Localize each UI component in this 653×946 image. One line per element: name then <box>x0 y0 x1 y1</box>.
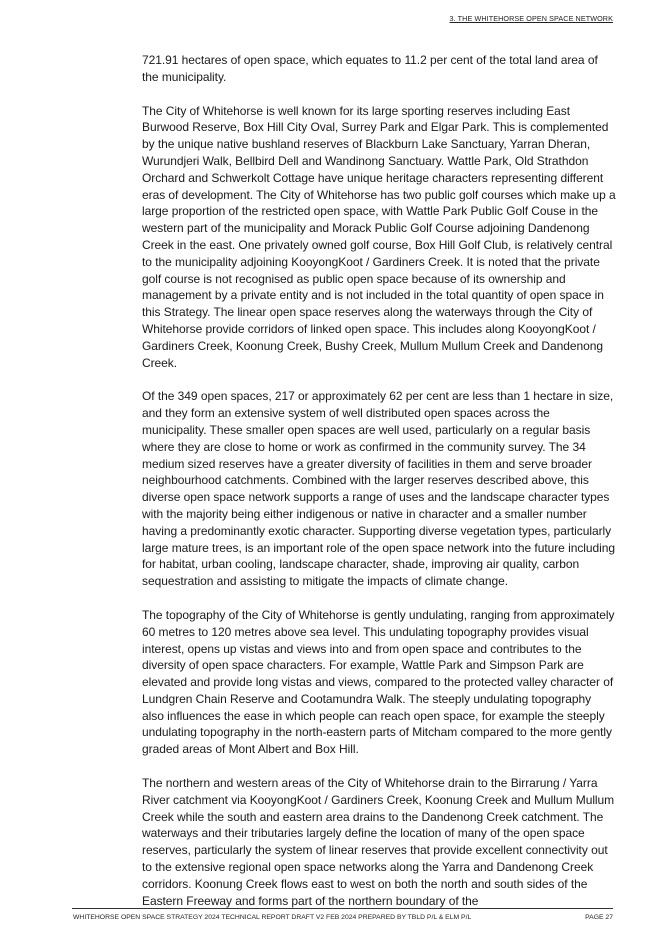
paragraph-1: 721.91 hectares of open space, which equates to 11.2 per cent of the total land area of the municipality. <box>142 53 598 84</box>
footer-divider <box>72 908 613 909</box>
paragraph-4: The topography of the City of Whitehorse is gently undulating, ranging from approximately 60 metres to 120 metres above sea level. This undulating topography provides visual interest, opens up vistas and views into and from open space and contributes to the diversity of open space characters. For example, Wattle Park and Simpson Park are elevated and provide long vistas and views, compared to the protected valley character of Lundgren Chain Reserve and Cootamundra Walk. The steeply undulating topography also influences the ease in which people can reach open space, for example the steeply undulating topography in the north-eastern parts of Mitcham compared to the more gently graded areas of Mont Albert and Box Hill. <box>142 607 615 757</box>
running-header: 3. THE WHITEHORSE OPEN SPACE NETWORK <box>449 14 613 23</box>
paragraph-2: The City of Whitehorse is well known for its large sporting reserves including East Burwood Reserve, Box Hill City Oval, Surrey Park and Elgar Park. This is complemented by the unique native bushland reserves of Blackburn Lake Sanctuary, Yarran Dheran, Wurundjeri Walk, Bellbird Dell and Wandinong Sanctuary. Wattle Park, Old Strathdon Orchard and Schwerkolt Cottage have unique heritage characters representing different eras of development. The City of Whitehorse has two public golf courses which make up a large proportion of the restricted open space, with Wattle Park Public Golf Couse in the western part of the municipality and Morack Public Golf Course adjoining Dandenong Creek in the east. One privately owned golf course, Box Hill Golf Club, is relatively central to the municipality adjoining KooyongKoot / Gardiners Creek. It is noted that the private golf course is not recognised as public open space because of its ownership and management by a private entity and is not included in the total quantity of open space in this Strategy. The linear open space reserves along the waterways through the City of Whitehorse provide corridors of linked open space. This includes along KooyongKoot / Gardiners Creek, Koonung Creek, Bushy Creek, Mullum Mullum Creek and Dandenong Creek. <box>142 103 616 370</box>
paragraph-5: The northern and western areas of the City of Whitehorse drain to the Birrarung / Yarra River catchment via KooyongKoot / Gardiners Creek, Koonung Creek and Mullum Mullum Creek while the south and eastern area drains to the Dandenong Creek catchment. The waterways and their tributaries largely define the location of many of the open space reserves, particularly the system of linear reserves that provide excellent connectivity out to the extensive regional open space networks along the Yarra and Dandenong Creek corridors. Koonung Creek flows east to west on both the north and south sides of the Eastern Freeway and forms part of the northern boundary of the <box>142 776 615 908</box>
body-text <box>142 52 616 926</box>
page-number: PAGE 27 <box>585 914 613 921</box>
footer-document-info: WHITEHORSE OPEN SPACE STRATEGY 2024 TECHNICAL REPORT DRAFT V2 FEB 2024 PREPARED BY TBLD P/L & ELM P/L <box>73 914 472 921</box>
paragraph-3: Of the 349 open spaces, 217 or approximately 62 per cent are less than 1 hectare in size, and they form an extensive system of well distributed open spaces across the municipality. These smaller open spaces are well used, particularly on a regular basis where they are close to home or work as confirmed in the community survey. The 34 medium sized reserves have a greater diversity of facilities in them and serve broader neighbourhood catchments. Combined with the larger reserves described above, this diverse open space network supports a range of uses and the landscape character types with the majority being either indigenous or native in character and a smaller number having a predominantly exotic character. Supporting diverse vegetation types, particularly large mature trees, is an important role of the open space network into the future including for habitat, urban cooling, landscape character, shade, improving air quality, carbon sequestration and assisting to mitigate the impacts of climate change. <box>142 389 616 589</box>
